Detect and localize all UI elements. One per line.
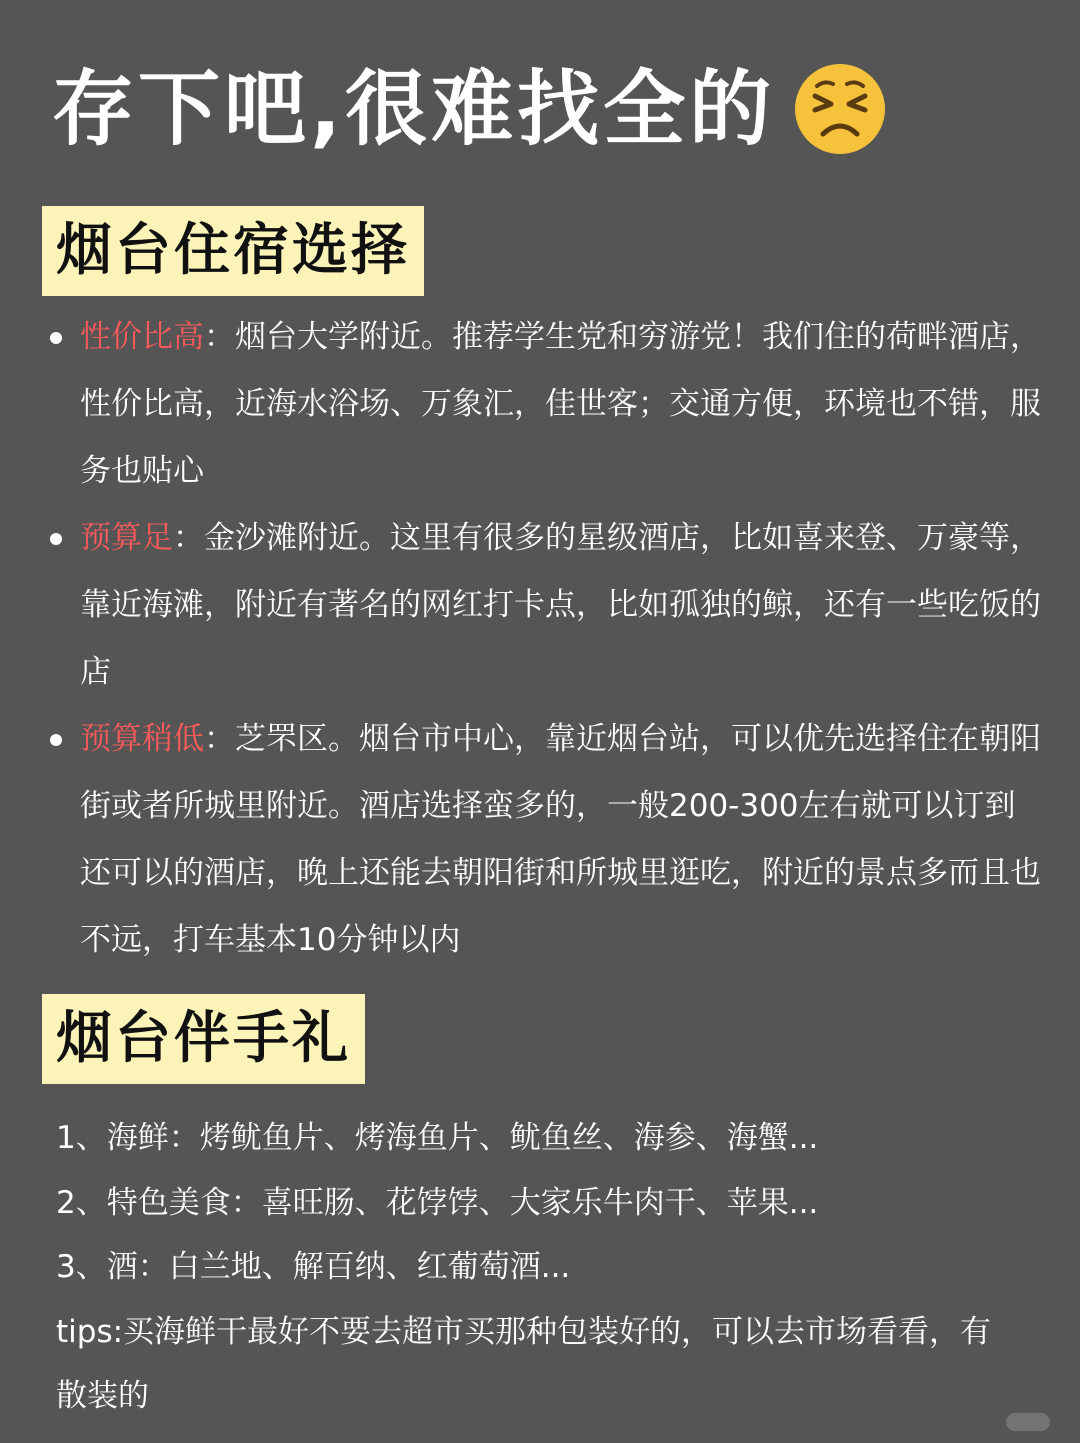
list-item xyxy=(44,706,1044,974)
accommodation-list xyxy=(44,304,1044,974)
item-text: ：金沙滩附近。这里有很多的星级酒店，比如喜来登、万豪等，靠近海滩，附近有著名的网红打卡点，比如孤独的鲸，还有一些吃饭的店 xyxy=(80,520,1041,690)
page-title xyxy=(52,50,887,170)
list-item xyxy=(44,304,1044,505)
item-label: 预算稍低 xyxy=(80,721,204,757)
section-heading-accommodation: 烟台住宿选择 xyxy=(42,206,424,296)
item-label: 性价比高 xyxy=(80,319,204,355)
section-heading-souvenirs: 烟台伴手礼 xyxy=(42,994,365,1084)
watermark xyxy=(1006,1413,1050,1431)
item-text: ：芝罘区。烟台市中心，靠近烟台站，可以优先选择住在朝阳街或者所城里附近。酒店选择蛮多的，一般200-300左右就可以订到还可以的酒店，晚上还能去朝阳街和所城里逛吃，附近的景点多而且也不远，打车基本10分钟以内 xyxy=(80,721,1041,958)
bullet-dot xyxy=(50,533,62,545)
bullet-dot xyxy=(50,332,62,344)
item-text: ：烟台大学附近。推荐学生党和穷游党！我们住的荷畔酒店，性价比高，近海水浴场、万象汇，佳世客；交通方便，环境也不错，服务也贴心 xyxy=(80,319,1041,489)
tips-text: tips:买海鲜干最好不要去超市买那种包装好的，可以去市场看看，有散装的 xyxy=(56,1313,992,1414)
souvenir-line-seafood: 1、海鲜：烤鱿鱼片、烤海鱼片、鱿鱼丝、海参、海蟹... xyxy=(56,1120,819,1156)
souvenir-list xyxy=(56,1106,1016,1429)
bullet-dot xyxy=(50,734,62,746)
souvenir-line-food: 2、特色美食：喜旺肠、花饽饽、大家乐牛肉干、苹果... xyxy=(56,1184,819,1221)
item-label: 预算足 xyxy=(80,520,173,556)
persevering-face-icon xyxy=(793,62,887,156)
page-title-text: 存下吧,很难找全的 xyxy=(52,62,776,157)
list-item xyxy=(44,505,1044,706)
souvenir-line-wine: 3、酒：白兰地、解百纳、红葡萄酒... xyxy=(56,1249,571,1285)
